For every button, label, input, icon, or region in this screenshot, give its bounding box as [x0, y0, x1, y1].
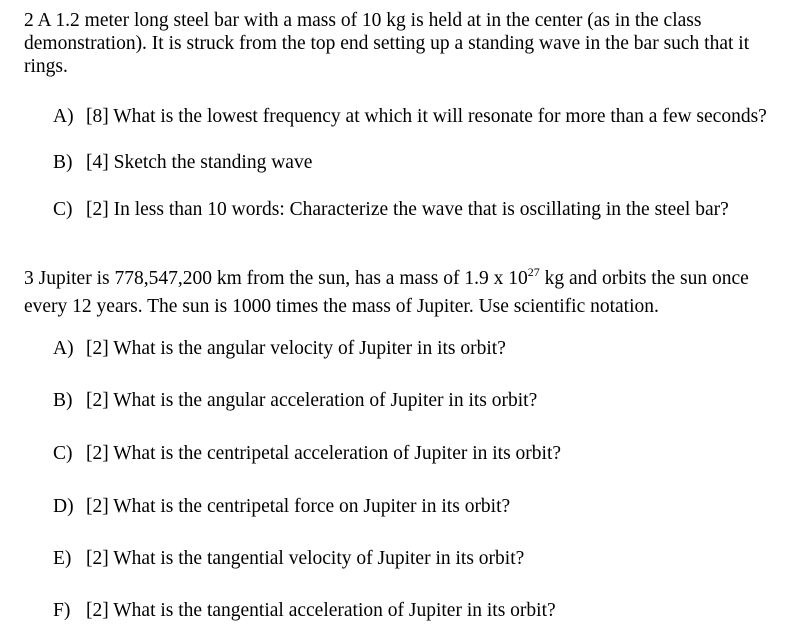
question-3-item-f [53, 599, 556, 623]
item-text: [2] What is the angular acceleration of Jupiter in its orbit? [86, 390, 538, 411]
item-text: [4] Sketch the standing wave [86, 152, 313, 173]
item-text: [2] What is the tangential acceleration of Jupiter in its orbit? [86, 600, 556, 621]
question-2-intro: 2 A 1.2 meter long steel bar with a mass of 10 kg is held at in the center (as in the class demonstration). It is struck from the top end setting up a standing wave in the bar such that it rings. [24, 10, 750, 77]
item-letter: F) [53, 600, 71, 621]
item-text: [8] What is the lowest frequency at which it will resonate for more than a few seconds? [86, 106, 767, 127]
item-letter: B) [53, 390, 73, 411]
item-text: [2] What is the angular velocity of Jupiter in its orbit? [86, 338, 506, 359]
item-text: [2] What is the centripetal acceleration of Jupiter in its orbit? [86, 443, 562, 464]
item-letter: B) [53, 152, 73, 173]
item-text: [2] What is the tangential velocity of Jupiter in its orbit? [86, 548, 525, 569]
intro-text-after: kg and orbits the sun once every 12 years. The sun is 1000 times the mass of Jupiter. Use scientific notation. [24, 268, 749, 317]
question-3-item-b [53, 389, 537, 413]
intro-text-before: 3 Jupiter is 778,547,200 km from the sun, has a mass of 1.9 x 10 [24, 268, 528, 289]
item-letter: C) [53, 199, 73, 220]
exponent: 27 [527, 265, 540, 279]
question-2-item-c [53, 198, 729, 222]
item-letter: A) [53, 338, 74, 359]
question-3-intro [24, 265, 784, 321]
item-letter: E) [53, 548, 72, 569]
question-3-item-a [53, 337, 506, 361]
question-2-item-b [53, 151, 312, 175]
item-letter: A) [53, 106, 74, 127]
item-text: [2] What is the centripetal force on Jupiter in its orbit? [86, 496, 511, 517]
item-letter: C) [53, 443, 73, 464]
item-letter: D) [53, 496, 74, 517]
question-2-item-a [53, 105, 767, 129]
question-3-item-d [53, 495, 510, 519]
item-text: [2] In less than 10 words: Characterize the wave that is oscillating in the steel bar? [86, 199, 729, 220]
question-3-item-c [53, 442, 561, 466]
question-3-item-e [53, 547, 524, 571]
